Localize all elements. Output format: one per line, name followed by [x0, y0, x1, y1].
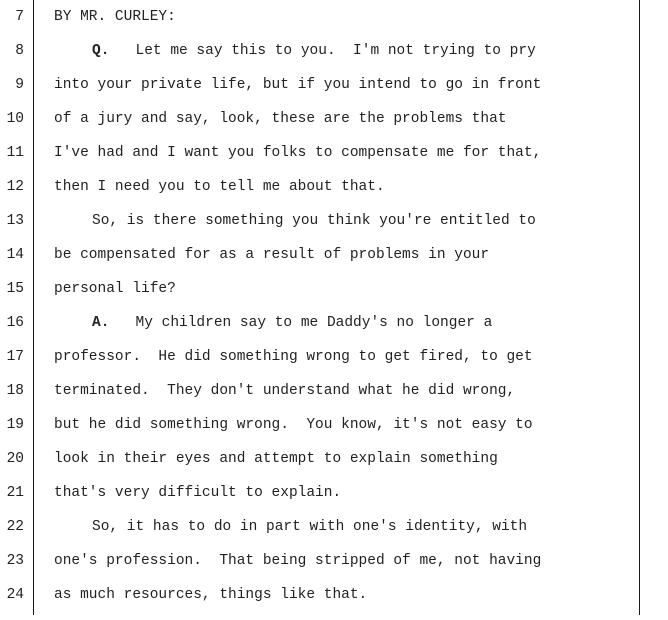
line-text: of a jury and say, look, these are the problems that — [54, 111, 507, 127]
line-number: 14 — [6, 247, 24, 263]
line-body: My children say to me Daddy's no longer a — [109, 315, 493, 331]
line-text: then I need you to tell me about that. — [54, 179, 385, 195]
line-number: 12 — [6, 179, 24, 195]
transcript-line — [0, 42, 640, 76]
line-text: as much resources, things like that. — [54, 587, 368, 603]
transcript-line — [0, 76, 640, 110]
line-number: 20 — [6, 451, 24, 467]
line-text — [92, 42, 536, 60]
line-text: BY MR. CURLEY: — [54, 9, 176, 25]
transcript-line — [0, 246, 640, 280]
transcript-line — [0, 348, 640, 382]
line-text: So, is there something you think you're entitled to — [92, 213, 536, 229]
line-text: professor. He did something wrong to get fired, to get — [54, 349, 533, 365]
line-number: 17 — [6, 349, 24, 365]
line-number: 8 — [15, 43, 24, 59]
transcript-line — [0, 110, 640, 144]
line-text: that's very difficult to explain. — [54, 485, 342, 501]
line-text — [92, 314, 492, 332]
line-text: personal life? — [54, 281, 176, 297]
line-number: 9 — [15, 77, 24, 93]
line-text: into your private life, but if you intend to go in front — [54, 77, 542, 93]
line-number: 21 — [6, 485, 24, 501]
line-text: So, it has to do in part with one's identity, with — [92, 519, 528, 535]
transcript-line — [0, 178, 640, 212]
line-number: 11 — [6, 145, 24, 161]
line-text: I've had and I want you folks to compensate me for that, — [54, 145, 542, 161]
line-number: 18 — [6, 383, 24, 399]
line-text: look in their eyes and attempt to explain something — [54, 451, 498, 467]
line-text: one's profession. That being stripped of me, not having — [54, 553, 542, 569]
line-number: 23 — [6, 553, 24, 569]
line-number: 13 — [6, 213, 24, 229]
transcript-line — [0, 314, 640, 348]
line-number: 16 — [6, 315, 24, 331]
transcript-line — [0, 212, 640, 246]
transcript-line — [0, 382, 640, 416]
transcript-line — [0, 416, 640, 450]
transcript-line — [0, 280, 640, 314]
transcript-line — [0, 450, 640, 484]
line-number: 15 — [6, 281, 24, 297]
line-text: but he did something wrong. You know, it's not easy to — [54, 417, 533, 433]
transcript-line — [0, 518, 640, 552]
speaker-label: A. — [92, 315, 110, 331]
line-text: terminated. They don't understand what he did wrong, — [54, 383, 516, 399]
line-number: 22 — [6, 519, 24, 535]
line-text: be compensated for as a result of problems in your — [54, 247, 490, 263]
line-number: 19 — [6, 417, 24, 433]
transcript-line — [0, 8, 640, 42]
transcript-line — [0, 552, 640, 586]
speaker-label: Q. — [92, 43, 110, 59]
line-number: 7 — [15, 9, 24, 25]
line-number: 10 — [6, 111, 24, 127]
transcript-line — [0, 484, 640, 518]
line-number: 24 — [6, 587, 24, 603]
transcript-line — [0, 144, 640, 178]
line-body: Let me say this to you. I'm not trying to pry — [109, 43, 536, 59]
